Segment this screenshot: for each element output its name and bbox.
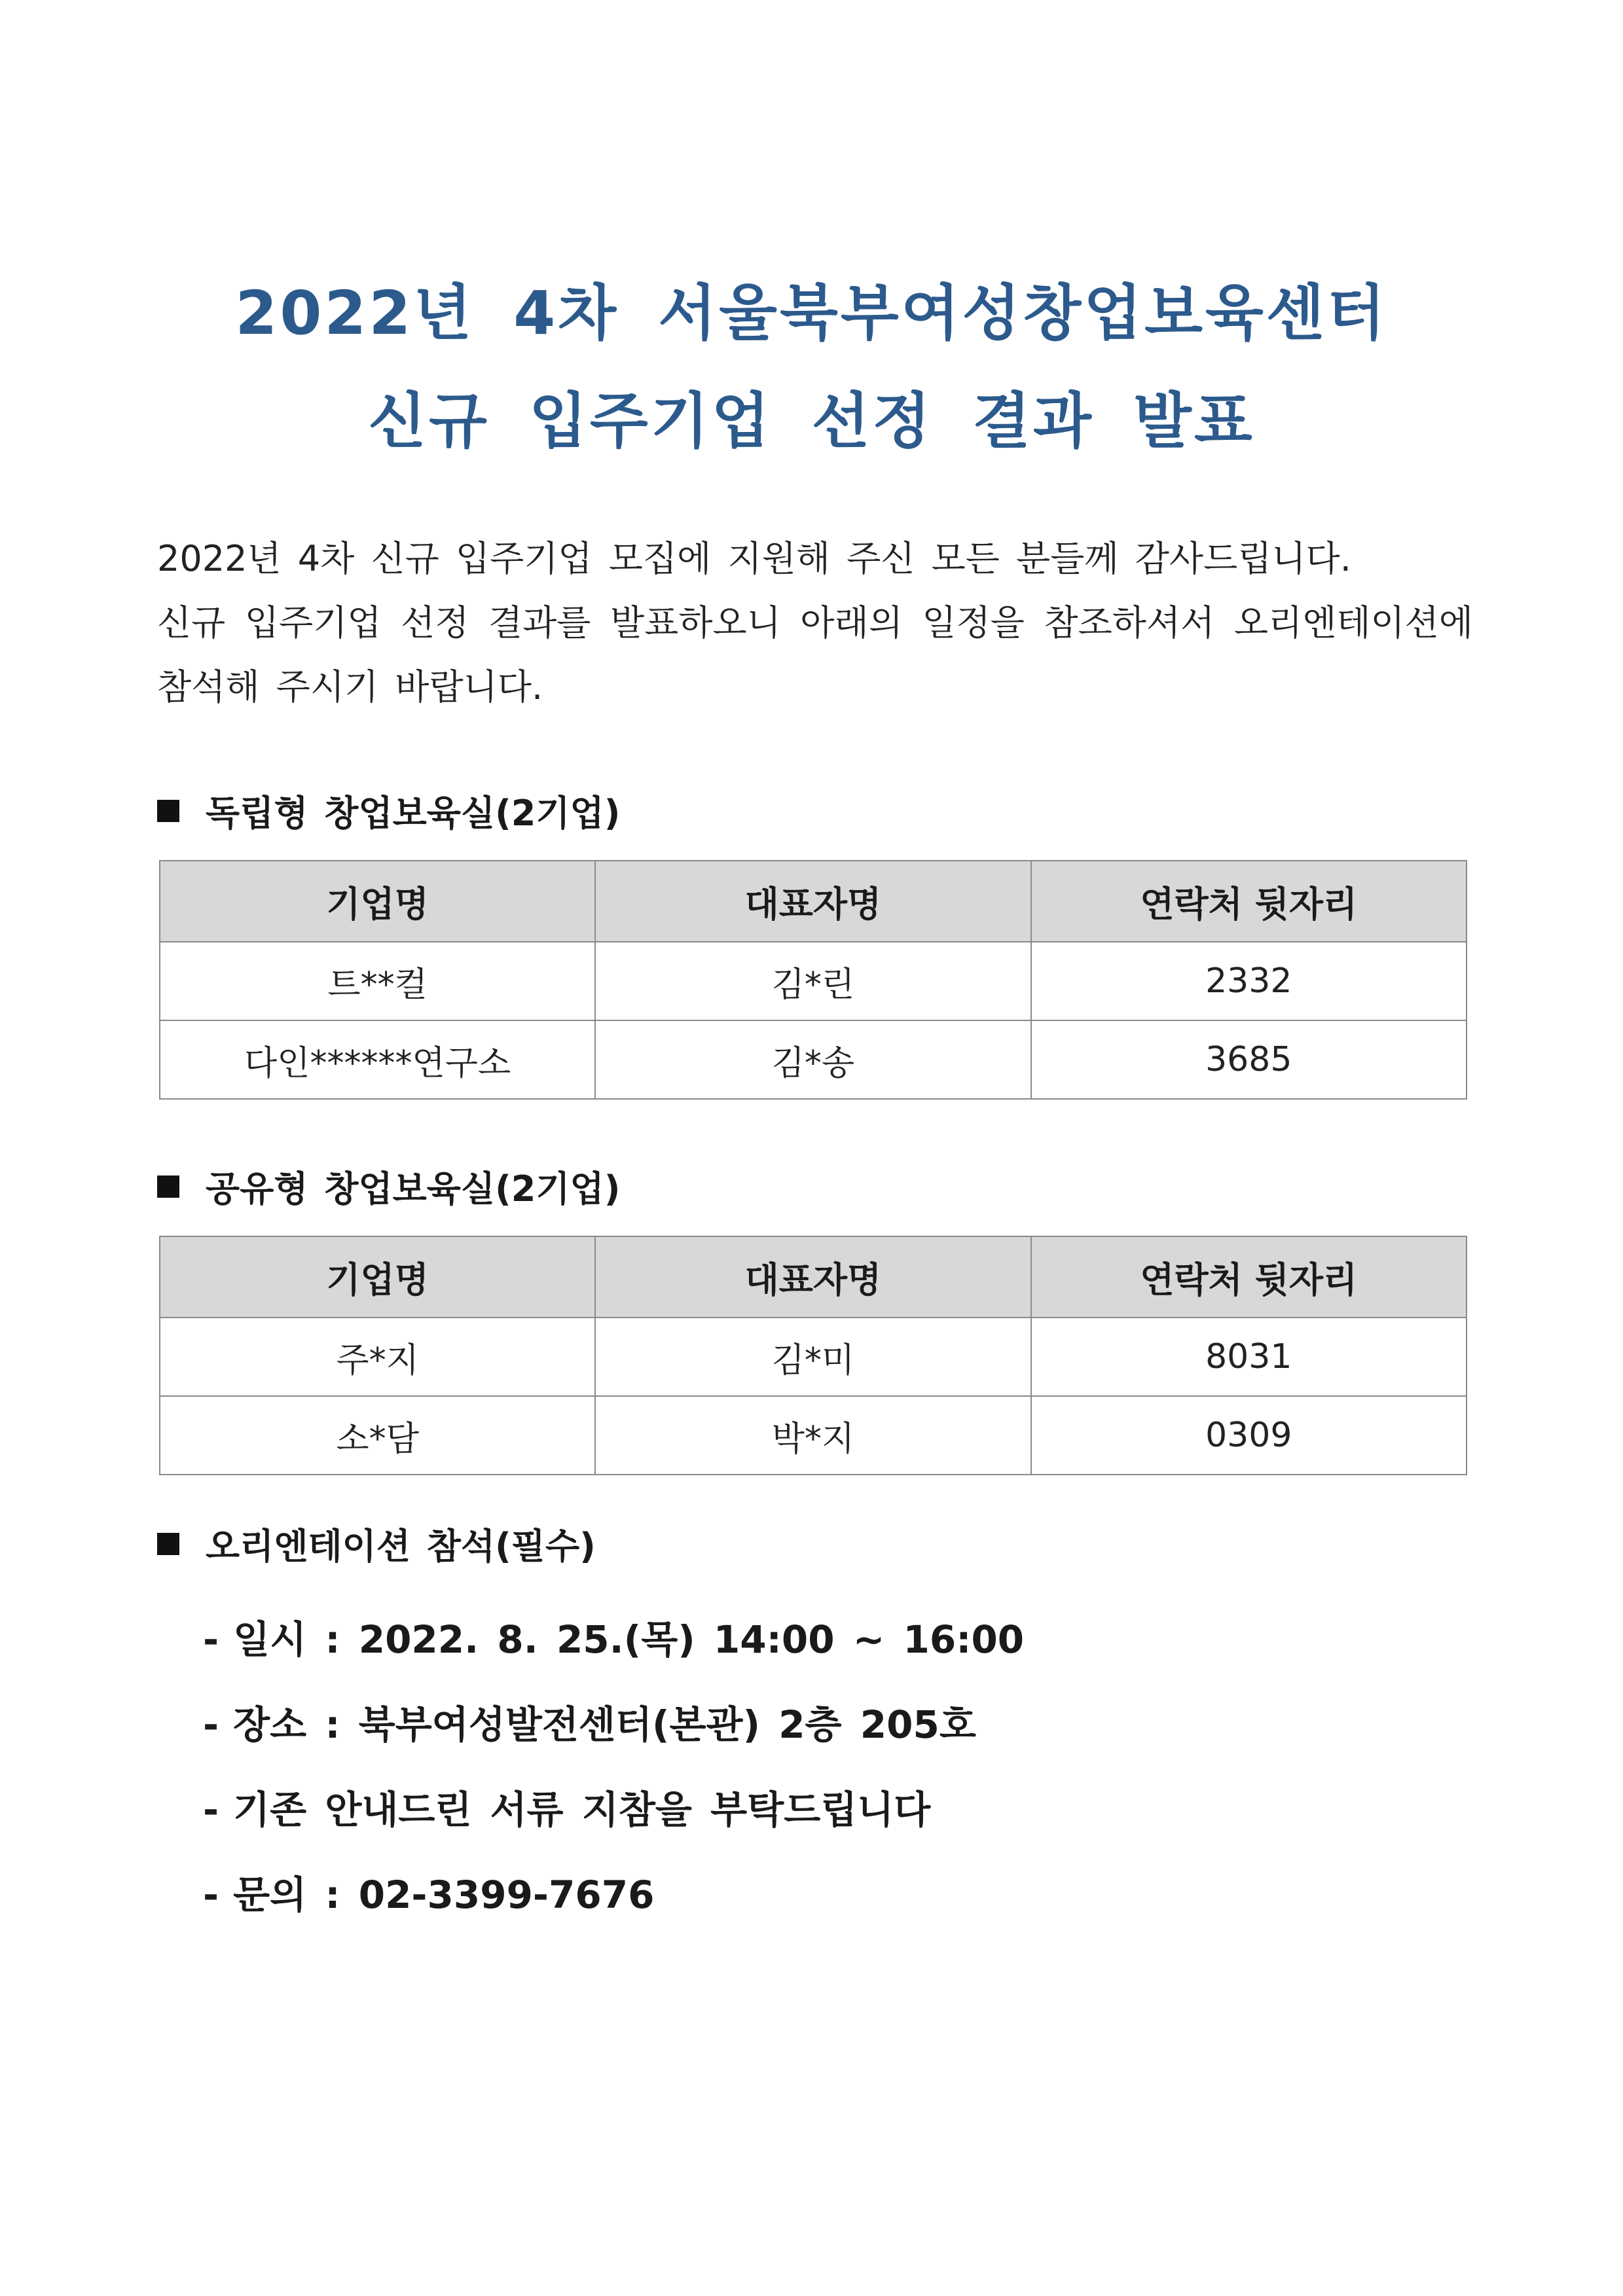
list-item: - 문의 : 02-3399-7676 — [203, 1873, 655, 1917]
list-item: - 장소 : 북부여성발전센터(본관) 2층 205호 — [203, 1702, 976, 1747]
title-line-1: 2022년 4차 서울북부여성창업보육센터 — [235, 278, 1388, 348]
table-header-row — [160, 861, 1467, 942]
table-header-row — [160, 1236, 1467, 1318]
table-row — [160, 1396, 1467, 1475]
intro-paragraph — [157, 527, 1473, 719]
table-shared — [159, 1236, 1467, 1475]
table-independent — [159, 860, 1467, 1100]
intro-line-3: 참석해 주시기 바랍니다. — [157, 666, 543, 708]
title-line-2: 신규 입주기업 선정 결과 발표 — [368, 386, 1255, 456]
orientation-location: 장소 : 북부여성발전센터(본관) 2층 205호 — [233, 1702, 976, 1747]
column-header-representative: 대표자명 — [595, 861, 1030, 942]
cell-company: 다인******연구소 — [160, 1020, 595, 1099]
cell-phone: 8031 — [1031, 1318, 1467, 1396]
square-bullet-icon — [157, 800, 179, 822]
cell-company: 소*담 — [160, 1396, 595, 1475]
orientation-contact: 문의 : 02-3399-7676 — [233, 1873, 655, 1917]
table-row — [160, 1318, 1467, 1396]
square-bullet-icon — [157, 1175, 179, 1198]
section-heading-shared — [157, 1161, 620, 1211]
cell-representative: 김*린 — [595, 942, 1030, 1020]
orientation-datetime: 일시 : 2022. 8. 25.(목) 14:00 ~ 16:00 — [233, 1617, 1025, 1662]
cell-phone: 0309 — [1031, 1396, 1467, 1475]
column-header-representative: 대표자명 — [595, 1236, 1030, 1318]
column-header-company: 기업명 — [160, 861, 595, 942]
column-header-company: 기업명 — [160, 1236, 595, 1318]
cell-company: 주*지 — [160, 1318, 595, 1396]
section-heading-orientation — [157, 1518, 596, 1569]
section-heading-text: 오리엔테이션 참석(필수) — [206, 1526, 596, 1567]
cell-representative: 박*지 — [595, 1396, 1030, 1475]
list-item: - 기존 안내드린 서류 지참을 부탁드립니다 — [203, 1787, 931, 1832]
orientation-documents-note: 기존 안내드린 서류 지참을 부탁드립니다 — [233, 1787, 931, 1832]
intro-line-2: 신규 입주기업 선정 결과를 발표하오니 아래의 일정을 참조하셔서 오리엔테이션에 — [157, 602, 1473, 643]
table-row — [160, 1020, 1467, 1099]
square-bullet-icon — [157, 1533, 179, 1555]
section-heading-independent — [157, 785, 620, 836]
table-row — [160, 942, 1467, 1020]
column-header-phone: 연락처 뒷자리 — [1031, 861, 1467, 942]
section-heading-text: 공유형 창업보육실(2기업) — [206, 1168, 621, 1210]
intro-line-1: 2022년 4차 신규 입주기업 모집에 지원해 주신 모든 분들께 감사드립니다. — [157, 538, 1351, 579]
column-header-phone: 연락처 뒷자리 — [1031, 1236, 1467, 1318]
orientation-details — [203, 1597, 1024, 1937]
cell-phone: 3685 — [1031, 1020, 1467, 1099]
cell-representative: 김*송 — [595, 1020, 1030, 1099]
cell-representative: 김*미 — [595, 1318, 1030, 1396]
cell-company: 트**컬 — [160, 942, 595, 1020]
section-heading-text: 독립형 창업보육실(2기업) — [206, 793, 621, 834]
list-item: - 일시 : 2022. 8. 25.(목) 14:00 ~ 16:00 — [203, 1617, 1025, 1662]
cell-phone: 2332 — [1031, 942, 1467, 1020]
